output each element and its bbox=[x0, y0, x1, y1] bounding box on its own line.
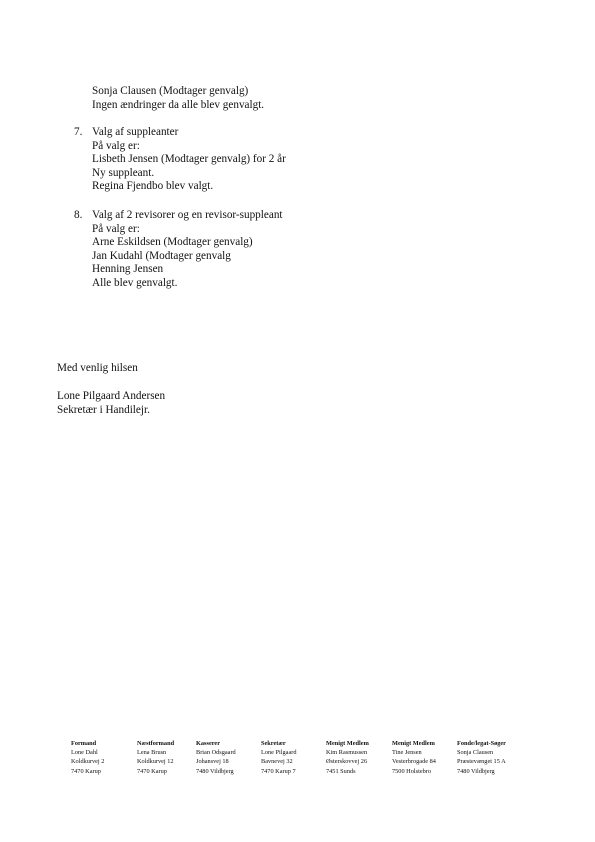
footer-contact-title: Fonde/legat-Søger bbox=[457, 740, 506, 747]
footer-contact bbox=[196, 739, 264, 776]
footer-contact bbox=[392, 739, 460, 776]
item-line: Alle blev genvalgt. bbox=[92, 276, 178, 289]
item-line: På valg er: bbox=[92, 139, 140, 152]
footer-contact-name: Tine Jensen bbox=[392, 749, 422, 757]
signature-block bbox=[57, 390, 165, 417]
footer-contact-name: Lena Brusn bbox=[137, 749, 167, 757]
item-line: Lisbeth Jensen (Modtager genvalg) for 2 år bbox=[92, 153, 286, 166]
footer-contact-title: Menigt Medlem bbox=[326, 740, 369, 747]
footer-contact-street: Koldkurvej 2 bbox=[71, 758, 105, 766]
intro-line: Ingen ændringer da alle blev genvalgt. bbox=[92, 98, 265, 111]
item-line: Valg af 2 revisorer og en revisor-suppleant bbox=[92, 209, 283, 221]
footer-contact-title: Næstformand bbox=[137, 740, 175, 747]
item-line: Regina Fjendbo blev valgt. bbox=[92, 180, 214, 193]
footer-contact-title: Formand bbox=[71, 740, 97, 747]
footer-contact bbox=[137, 739, 205, 776]
item-number: 8. bbox=[74, 209, 83, 221]
item-number: 7. bbox=[74, 126, 83, 138]
footer-contact-name: Lone Pilgaard bbox=[261, 749, 297, 757]
signer-name: Lone Pilgaard Andersen bbox=[57, 390, 166, 402]
footer-contact-city: 7451 Sunds bbox=[326, 767, 356, 775]
intro-line: Sonja Clausen (Modtager genvalg) bbox=[92, 85, 249, 97]
footer-contact-name: Lone Dahl bbox=[71, 749, 98, 757]
footer-contact-city: 7480 Vildbjerg bbox=[196, 767, 234, 775]
footer-contact-title: Kasserer bbox=[196, 740, 221, 747]
item-line: Arne Eskildsen (Modtager genvalg) bbox=[92, 236, 253, 249]
footer-contact-name: Brian Odsgaard bbox=[196, 749, 236, 757]
signer-role: Sekretær i Handilejr. bbox=[57, 403, 150, 416]
footer-contact-title: Sekretær bbox=[261, 740, 286, 747]
item-line: Ny suppleant. bbox=[92, 166, 155, 179]
footer-contact-street: Østerskovvej 26 bbox=[326, 758, 368, 766]
footer-contact-name: Sonja Clausen bbox=[457, 749, 494, 757]
closing-greeting: Med venlig hilsen bbox=[57, 362, 138, 374]
footer-contact-title: Menigt Medlem bbox=[392, 740, 435, 747]
footer-contact bbox=[261, 739, 329, 776]
item-line: På valg er: bbox=[92, 222, 140, 235]
item-line: Henning Jensen bbox=[92, 263, 164, 276]
footer-contact-city: 7500 Holstebro bbox=[392, 767, 432, 775]
footer-contact-street: Vesterbrogade 84 bbox=[392, 758, 436, 766]
footer-contact bbox=[326, 739, 394, 776]
footer-contact-street: Bavnevej 32 bbox=[261, 758, 293, 766]
item-line: Valg af suppleanter bbox=[92, 126, 179, 138]
footer-contact-city: 7470 Karup bbox=[71, 767, 101, 775]
footer-contact-street: Præstevænget 15 A bbox=[457, 758, 506, 766]
closing-greeting-block bbox=[57, 362, 138, 376]
footer-contact-city: 7480 Vildbjerg bbox=[457, 767, 495, 775]
item-line: Jan Kudahl (Modtager genvalg bbox=[92, 249, 231, 262]
footer-contact-street: Johansvej 18 bbox=[196, 758, 229, 766]
footer-contact-street: Koldkurvej 12 bbox=[137, 758, 174, 766]
footer-contact-city: 7470 Karup 7 bbox=[261, 767, 296, 775]
footer-contact bbox=[71, 739, 139, 776]
intro-block bbox=[92, 85, 264, 112]
footer-contact-city: 7470 Karup bbox=[137, 767, 167, 775]
footer-contact bbox=[457, 739, 525, 776]
footer-contact-name: Kim Rasmussen bbox=[326, 749, 368, 757]
